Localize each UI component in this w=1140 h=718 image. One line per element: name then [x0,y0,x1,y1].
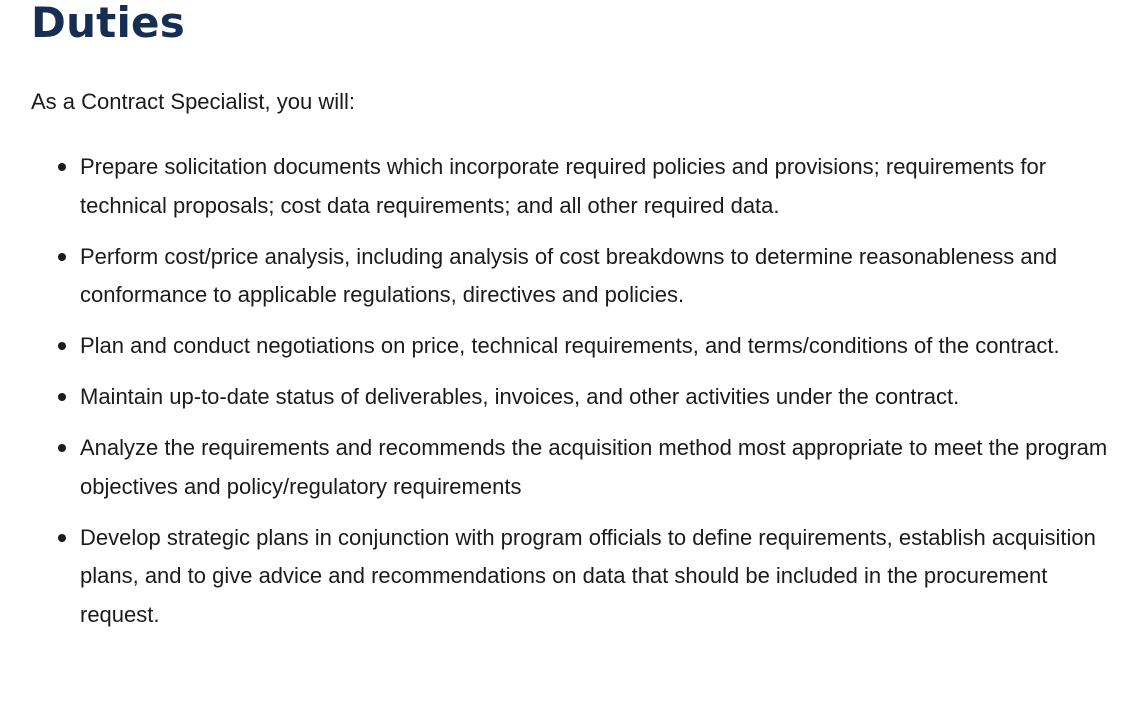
duty-text: Develop strategic plans in conjunction with program officials to define requirements, establish acquisition plans, and to give advice and recommendations on data that should be included in the procurement request. [80,524,1096,627]
duty-text: Analyze the requirements and recommends the acquisition method most appropriate to meet the program objectives and policy/regulatory requirements [80,435,1108,499]
duty-text: Prepare solicitation documents which incorporate required policies and provisions; requirements for technical proposals; cost data requirements; and all other required data. [80,154,1047,218]
list-item [31,519,1131,635]
duty-text: Maintain up-to-date status of deliverables, invoices, and other activities under the contract. [80,384,960,409]
section-heading: Duties [31,0,185,47]
list-item [31,429,1131,506]
bullet-icon [58,342,66,350]
list-item [31,378,1131,417]
duty-text: Plan and conduct negotiations on price, technical requirements, and terms/conditions of the contract. [80,333,1060,358]
duty-text: Perform cost/price analysis, including analysis of cost breakdowns to determine reasonableness and conformance to applicable regulations, directives and policies. [80,243,1058,307]
list-item [31,327,1131,366]
list-item [31,148,1131,225]
bullet-icon [58,393,66,401]
duties-section [31,0,1131,627]
bullet-icon [58,253,66,261]
intro-text: As a Contract Specialist, you will: [31,89,356,114]
bullet-icon [58,534,66,542]
duties-list [31,148,1131,647]
list-item [31,238,1131,315]
bullet-icon [58,163,66,171]
bullet-icon [58,444,66,452]
